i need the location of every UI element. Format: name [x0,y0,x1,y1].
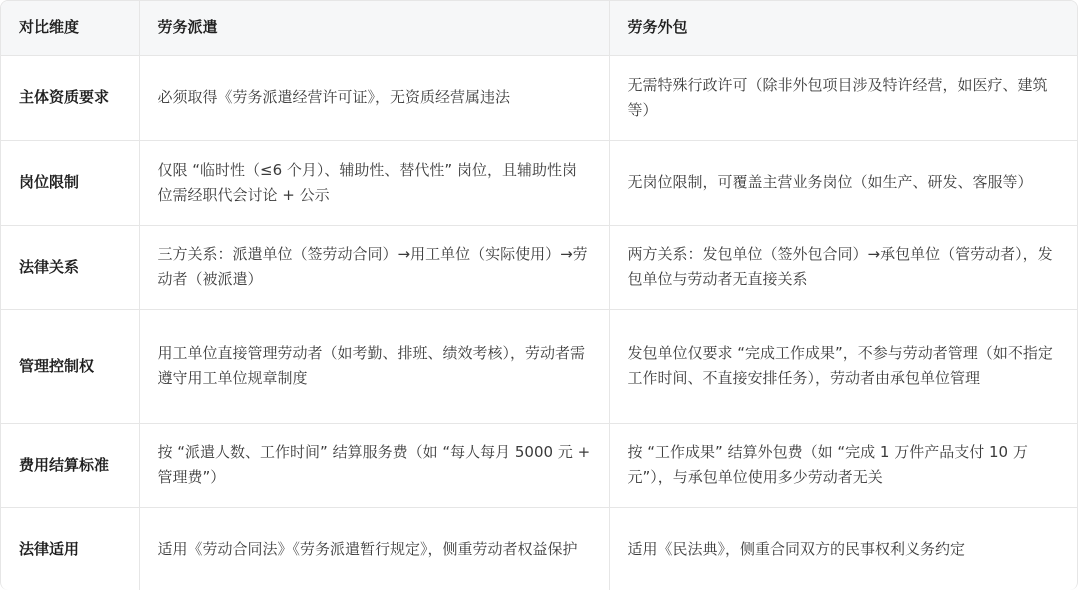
row-dispatch: 必须取得《劳务派遣经营许可证》，无资质经营属违法 [139,55,609,140]
row-dimension: 管理控制权 [1,309,139,423]
row-outsourcing: 无岗位限制，可覆盖主营业务岗位（如生产、研发、客服等） [609,140,1077,225]
header-dispatch: 劳务派遣 [139,1,609,55]
row-dimension: 法律适用 [1,507,139,590]
row-outsourcing: 发包单位仅要求 “完成工作成果”，不参与劳动者管理（如不指定工作时间、不直接安排任务），劳动者由承包单位管理 [609,309,1077,423]
table-row [1,225,1077,309]
row-dimension: 费用结算标准 [1,423,139,507]
table-row [1,55,1077,140]
row-dimension: 法律关系 [1,225,139,309]
table-header-row [1,1,1077,55]
row-dispatch: 适用《劳动合同法》《劳务派遣暂行规定》，侧重劳动者权益保护 [139,507,609,590]
row-outsourcing: 两方关系：发包单位（签外包合同）→承包单位（管劳动者），发包单位与劳动者无直接关系 [609,225,1077,309]
row-outsourcing: 无需特殊行政许可（除非外包项目涉及特许经营，如医疗、建筑等） [609,55,1077,140]
table-row [1,309,1077,423]
row-dispatch: 三方关系：派遣单位（签劳动合同）→用工单位（实际使用）→劳动者（被派遣） [139,225,609,309]
row-dimension: 岗位限制 [1,140,139,225]
row-outsourcing: 按 “工作成果” 结算外包费（如 “完成 1 万件产品支付 10 万元”），与承包单位使用多少劳动者无关 [609,423,1077,507]
row-dispatch: 用工单位直接管理劳动者（如考勤、排班、绩效考核），劳动者需遵守用工单位规章制度 [139,309,609,423]
header-dimension: 对比维度 [1,1,139,55]
row-dispatch: 按 “派遣人数、工作时间” 结算服务费（如 “每人每月 5000 元 + 管理费”） [139,423,609,507]
comparison-table [1,1,1077,590]
row-dispatch: 仅限 “临时性（≤6 个月）、辅助性、替代性” 岗位，且辅助性岗位需经职代会讨论 + 公示 [139,140,609,225]
table-row [1,140,1077,225]
table-row [1,507,1077,590]
header-outsourcing: 劳务外包 [609,1,1077,55]
row-dimension: 主体资质要求 [1,55,139,140]
row-outsourcing: 适用《民法典》，侧重合同双方的民事权利义务约定 [609,507,1077,590]
table-row [1,423,1077,507]
